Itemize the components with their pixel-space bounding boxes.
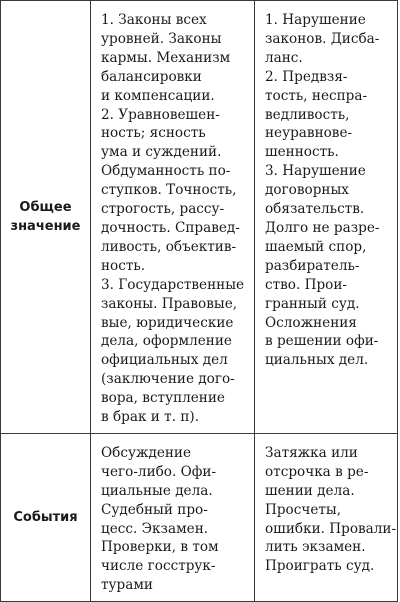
cell-text-line: 3. Нарушение [265,163,366,180]
cell-text-line: ошибки. Провали- [265,520,397,537]
cell-text-line: тость, неспра- [265,87,368,104]
cell-text-line: ланс. [265,49,303,66]
cell-text-line: отсрочка в ре- [265,463,369,480]
cell-text-line: 3. Государственные [101,276,245,293]
row-label-line: События [13,510,78,526]
cell-text-line: Долго не разре- [265,219,380,236]
row-label-line: значение [10,218,81,234]
cell-text-line: шенность. [265,144,339,161]
cell-text-line: лить экзамен. [265,539,366,556]
cell-text-line: (заключение дого- [101,371,235,388]
cell-text-line: ступков. Точность, [101,182,237,199]
cell-text-line: Обдуманность по- [101,163,231,180]
cell-text-line: Осложнения [265,314,357,331]
cell-text-line: ство. Прои- [265,276,348,293]
cell-text-line: циальные дела. [101,482,213,499]
cell-text-line: чего-либо. Офи- [101,463,217,480]
cell-text-line: законы. Правовые, [101,295,238,312]
row-label-general-meaning [1,1,91,434]
cell-text-line: Судебный про- [101,501,208,518]
cell-text-line: ность. [101,257,146,274]
cell-text-line: балансировки [101,68,202,85]
cell-text-line: Обсуждение [101,444,192,461]
cell-text-line: кармы. Механизм [101,49,231,66]
cell-text-line: разбиратель- [265,257,360,274]
cell-text-line: цесс. Экзамен. [101,520,209,537]
row-label-line: Общее [19,199,72,215]
cell-text-line: Проверки, в том [101,539,219,556]
table-row-general-meaning [1,1,398,434]
cell-text-line: шении дела. [265,482,355,499]
cell-text-line: ведливость, [265,106,350,123]
cell-text-line: 1. Законы всех [101,12,207,28]
cell-text-line: уровней. Законы [101,30,222,47]
cell-text-line: 2. Предвзя- [265,68,348,85]
cell-text-line: 2. Уравновешен- [101,106,220,123]
cell-text-line: дочность. Справед- [101,219,240,236]
cell-general-meaning-positive [91,1,255,434]
cell-text-line: законов. Дисба- [265,30,380,47]
cell-text-line: официальных дел [101,352,228,369]
cell-text-line: договорных [265,182,349,199]
cell-text-line: Проиграть суд. [265,558,375,575]
cell-text-line: Просчеты, [265,501,342,518]
cell-general-meaning-negative [255,1,398,434]
cell-text-line: дела, оформление [101,333,232,350]
row-label-events [1,433,91,601]
cell-text-line: гранный суд. [265,295,360,312]
cell-text-line: и компенсации. [101,87,215,104]
cell-text-line: числе госструк- [101,558,216,575]
cell-text-line: циальных дел. [265,352,369,369]
cell-text-line: вора, вступление [101,390,225,407]
cell-text-line: строгость, рассу- [101,201,225,218]
table-row-events [1,433,398,601]
cell-text-line: ливость, объектив- [101,238,237,255]
cell-events-negative [255,433,398,601]
cell-text-line: ность; ясность [101,125,206,142]
cell-events-positive [91,433,255,601]
cell-text-line: Затяжка или [265,444,358,461]
cell-text-line: вые, юридические [101,314,234,331]
cell-text-line: в брак и т. п). [101,409,200,426]
cell-text-line: турами [101,577,153,594]
cell-text-line: ума и суждений. [101,144,222,161]
cell-text-line: в решении офи- [265,333,379,350]
cell-text-line: шаемый спор, [265,238,367,255]
cell-text-line: неуравнове- [265,125,353,142]
cell-text-line: обязательств. [265,201,365,218]
cell-text-line: 1. Нарушение [265,12,366,28]
